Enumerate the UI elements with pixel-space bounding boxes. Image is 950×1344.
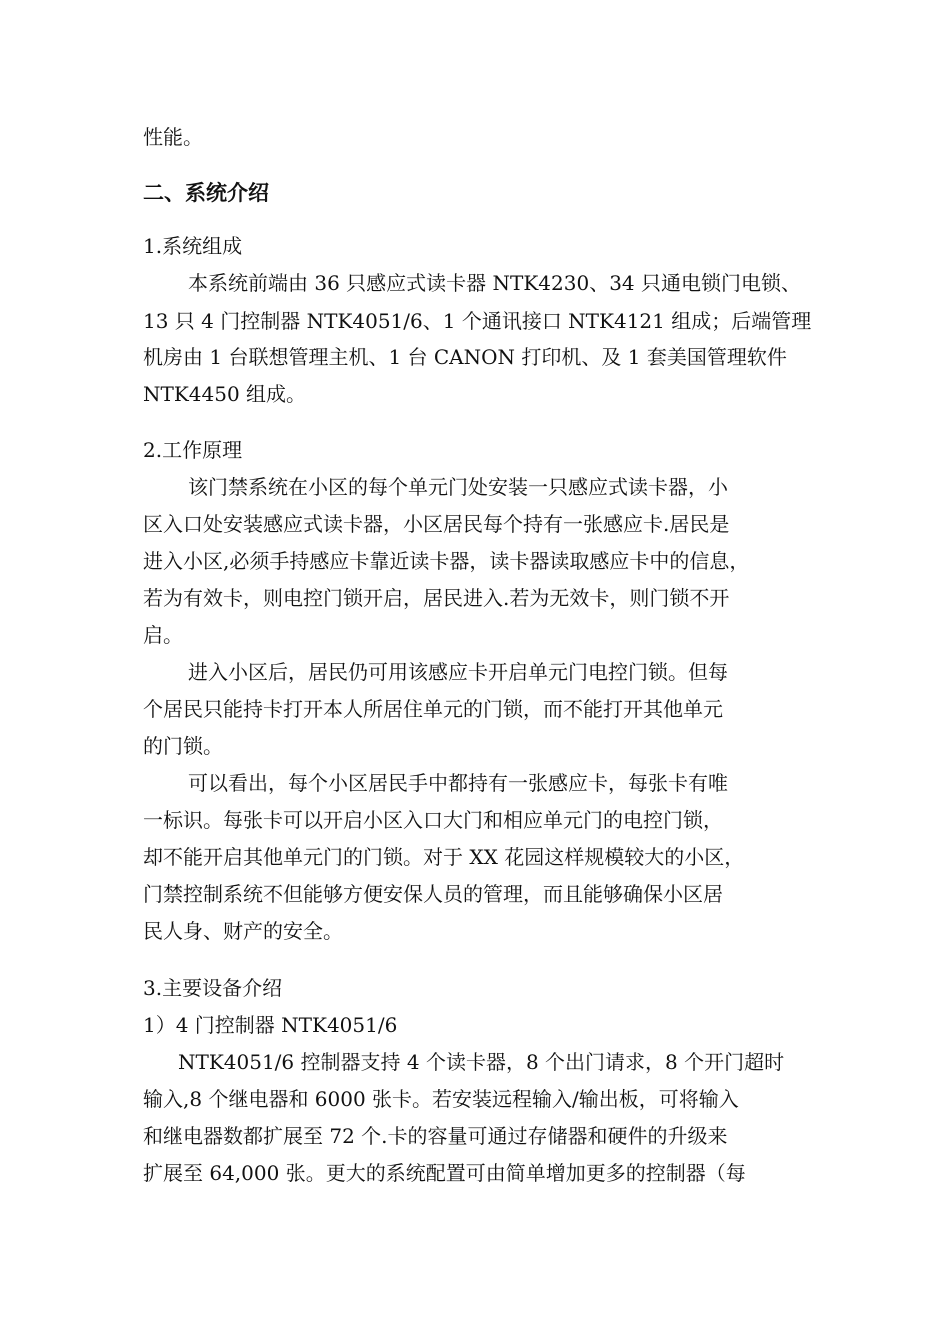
sub2-para1-line: 启。 bbox=[143, 623, 183, 647]
sub2-para1-line: 若为有效卡，则电控门锁开启，居民进入.若为无效卡，则门锁不开 bbox=[143, 586, 730, 610]
section-heading: 二、系统介绍 bbox=[143, 181, 269, 205]
sub3-item1-line: 和继电器数都扩展至 72 个.卡的容量可通过存储器和硬件的升级来 bbox=[143, 1124, 728, 1148]
subsection-3-title: 3.主要设备介绍 bbox=[143, 976, 283, 1000]
intro-tail-text: 性能。 bbox=[143, 125, 203, 149]
sub2-para2-line: 个居民只能持卡打开本人所居住单元的门锁，而不能打开其他单元 bbox=[143, 697, 723, 721]
sub1-line: 13 只 4 门控制器 NTK4051/6、1 个通讯接口 NTK4121 组成；后端管理 bbox=[143, 309, 812, 333]
sub2-para3-line: 可以看出，每个小区居民手中都持有一张感应卡，每张卡有唯 bbox=[188, 771, 728, 795]
sub3-item1-title: 1）4 门控制器 NTK4051/6 bbox=[143, 1013, 398, 1037]
sub3-item1-line: 输入,8 个继电器和 6000 张卡。若安装远程输入/输出板，可将输入 bbox=[143, 1087, 739, 1111]
sub2-para1-line: 进入小区,必须手持感应卡靠近读卡器，读卡器读取感应卡中的信息， bbox=[143, 549, 750, 573]
sub2-para2-line: 的门锁。 bbox=[143, 734, 223, 758]
sub2-para3-line: 却不能开启其他单元门的门锁。对于 XX 花园这样规模较大的小区， bbox=[143, 845, 745, 869]
sub1-line: 本系统前端由 36 只感应式读卡器 NTK4230、34 只通电锁门电锁、 bbox=[188, 271, 802, 295]
sub1-line: NTK4450 组成。 bbox=[143, 382, 307, 406]
sub2-para3-line: 一标识。每张卡可以开启小区入口大门和相应单元门的电控门锁， bbox=[143, 808, 723, 832]
sub3-item1-line: NTK4051/6 控制器支持 4 个读卡器，8 个出门请求，8 个开门超时 bbox=[178, 1050, 785, 1074]
sub2-para3-line: 门禁控制系统不但能够方便安保人员的管理，而且能够确保小区居 bbox=[143, 882, 723, 906]
sub1-line: 机房由 1 台联想管理主机、1 台 CANON 打印机、及 1 套美国管理软件 bbox=[143, 345, 787, 369]
sub2-para1-line: 该门禁系统在小区的每个单元门处安装一只感应式读卡器，小 bbox=[188, 475, 728, 499]
sub2-para1-line: 区入口处安装感应式读卡器，小区居民每个持有一张感应卡.居民是 bbox=[143, 512, 730, 536]
sub2-para2-line: 进入小区后，居民仍可用该感应卡开启单元门电控门锁。但每 bbox=[188, 660, 728, 684]
subsection-1-title: 1.系统组成 bbox=[143, 234, 243, 258]
sub3-item1-line: 扩展至 64,000 张。更大的系统配置可由简单增加更多的控制器（每 bbox=[143, 1161, 746, 1185]
subsection-2-title: 2.工作原理 bbox=[143, 438, 243, 462]
sub2-para3-line: 民人身、财产的安全。 bbox=[143, 919, 343, 943]
